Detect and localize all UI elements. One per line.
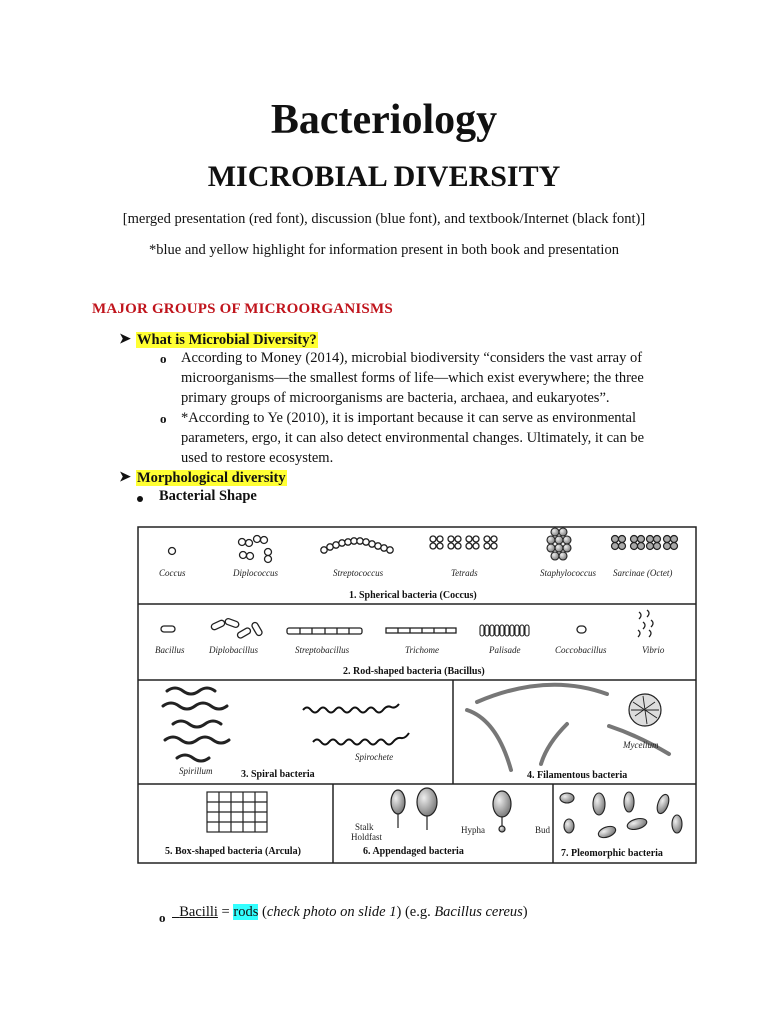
caption-filamentous: 4. Filamentous bacteria bbox=[527, 770, 628, 781]
highlighted-heading: Morphological diversity bbox=[137, 470, 286, 486]
caption-rod: 2. Rod-shaped bacteria (Bacillus) bbox=[343, 666, 485, 677]
section-heading: MAJOR GROUPS OF MICROORGANISMS bbox=[92, 301, 393, 317]
merged-note: [merged presentation (red font), discussion (blue font), and textbook/Internet (black font)] bbox=[122, 211, 646, 227]
label-hypha: Hypha bbox=[461, 825, 485, 835]
caption-spherical: 1. Spherical bacteria (Coccus) bbox=[349, 590, 477, 601]
label-tetrads: Tetrads bbox=[451, 568, 478, 578]
sub-bullet-icon: o bbox=[160, 411, 167, 426]
caption-spiral: 3. Spiral bacteria bbox=[241, 769, 315, 780]
bacterial-shape-label: Bacterial Shape bbox=[159, 488, 257, 504]
highlight-note: *blue and yellow highlight for information present in both book and presentation bbox=[149, 242, 619, 258]
paragraph-money: According to Money (2014), microbial biodiversity “considers the vast array of microorganisms—the smallest forms of life—which exist everywhere; the three primary groups of microorganisms are bacteria, archaea, and eukaryotes”. bbox=[181, 350, 644, 406]
label-holdfast: Holdfast bbox=[351, 832, 382, 842]
species-name: Bacillus cereus bbox=[434, 904, 523, 920]
label-mycelium: Mycelium bbox=[623, 740, 659, 750]
spherical-shapes bbox=[169, 536, 394, 563]
label-spirochete: Spirochete bbox=[355, 752, 394, 762]
label-diplobacillus: Diplobacillus bbox=[209, 645, 258, 655]
caption-appendaged: 6. Appendaged bacteria bbox=[363, 846, 464, 857]
arrow-bullet-icon: ➤ bbox=[119, 332, 131, 347]
label-trichome: Trichome bbox=[405, 645, 440, 655]
label-stalk: Stalk bbox=[355, 822, 374, 832]
label-staphylococcus: Staphylococcus bbox=[540, 568, 596, 578]
caption-pleomorphic: 7. Pleomorphic bacteria bbox=[561, 848, 663, 859]
bacilli-term: Bacilli bbox=[179, 904, 218, 920]
round-bullet-icon bbox=[137, 496, 143, 502]
label-coccobacillus: Coccobacillus bbox=[555, 645, 607, 655]
label-vibrio: Vibrio bbox=[642, 645, 665, 655]
document-subtitle: MICROBIAL DIVERSITY bbox=[207, 160, 561, 193]
bacilli-line: Bacilli = rods (check photo on slide 1) (e.g. Bacillus cereus) bbox=[172, 904, 528, 921]
label-streptococcus: Streptococcus bbox=[333, 568, 384, 578]
bacterial-shapes-figure bbox=[137, 526, 697, 864]
question-what-is-diversity bbox=[136, 331, 318, 349]
label-coccus: Coccus bbox=[159, 568, 186, 578]
arrow-bullet-icon: ➤ bbox=[119, 470, 131, 485]
label-spirillum: Spirillum bbox=[179, 766, 213, 776]
sub-bullet-icon: o bbox=[159, 910, 166, 925]
paragraph-ye: *According to Ye (2010), it is important because it can serve as environmental parameters, ergo, it can also detect environmental changes. Ultimately, it can be used to restore ecosystem. bbox=[181, 410, 645, 466]
label-palisade: Palisade bbox=[489, 645, 521, 655]
label-sarcinae: Sarcinae (Octet) bbox=[613, 568, 673, 578]
box-grid bbox=[207, 792, 267, 832]
rods-highlight: rods bbox=[233, 904, 259, 920]
label-bud: Bud bbox=[535, 825, 551, 835]
caption-box: 5. Box-shaped bacteria (Arcula) bbox=[165, 846, 301, 857]
check-photo-note: check photo on slide 1 bbox=[266, 904, 397, 920]
document-title: Bacteriology bbox=[270, 97, 498, 143]
sub-bullet-icon: o bbox=[160, 351, 167, 366]
label-streptobacillus: Streptobacillus bbox=[295, 645, 350, 655]
label-diplococcus: Diplococcus bbox=[233, 568, 278, 578]
morphological-diversity bbox=[136, 469, 287, 487]
label-bacillus: Bacillus bbox=[155, 645, 185, 655]
highlighted-question: What is Microbial Diversity? bbox=[137, 332, 317, 348]
